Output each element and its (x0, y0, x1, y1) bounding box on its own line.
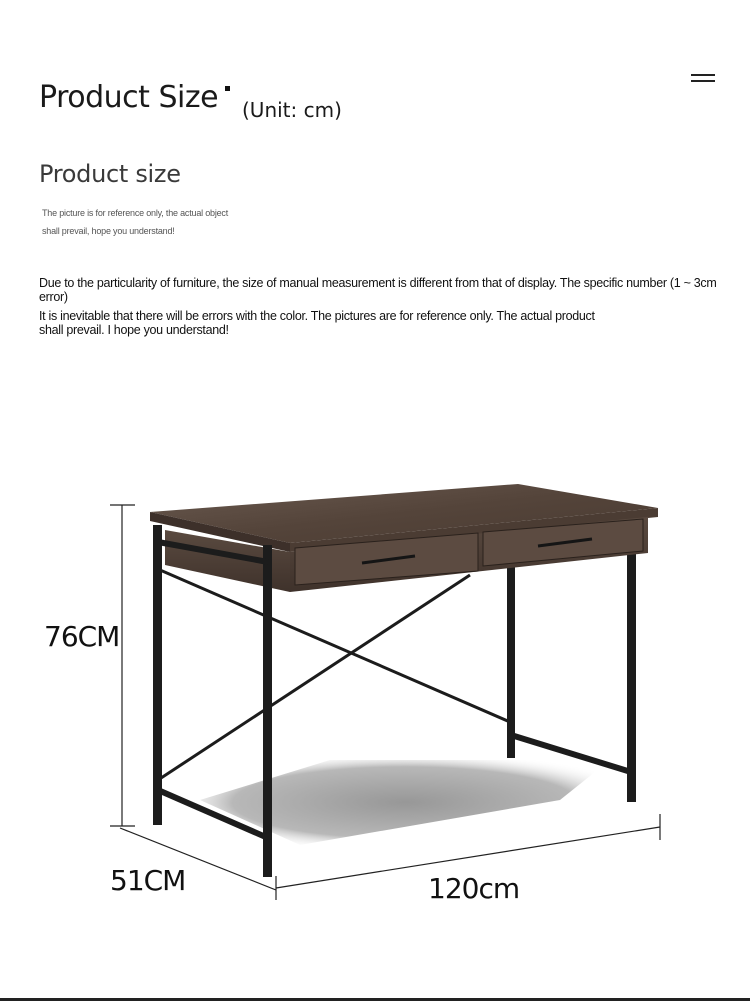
height-dimension-label: 76CM (44, 620, 120, 653)
section-heading: Product size (39, 160, 181, 188)
reference-note-line2: shall prevail, hope you understand! (42, 226, 175, 236)
title-dot (225, 86, 230, 91)
disclaimer-measurement: Due to the particularity of furniture, the size of manual measurement is different from that of display. The specific number (1 ~ 3cm error) (39, 276, 717, 304)
menu-icon[interactable] (688, 70, 718, 86)
width-dimension-label: 120cm (428, 872, 520, 905)
disclaimer-color: It is inevitable that there will be errors with the color. The pictures are for reference only. The actual product shall prevail. I hope you understand! (39, 309, 595, 337)
desk-cross-brace (158, 570, 510, 780)
menu-line (691, 74, 715, 76)
height-guide (110, 505, 135, 826)
unit-label: (Unit: cm) (242, 98, 342, 122)
page-title: Product Size (39, 80, 219, 115)
reference-note-line1: The picture is for reference only, the actual object (42, 208, 229, 218)
menu-line (691, 80, 715, 82)
depth-dimension-label: 51CM (110, 864, 186, 897)
desk-dimension-diagram (0, 460, 750, 920)
